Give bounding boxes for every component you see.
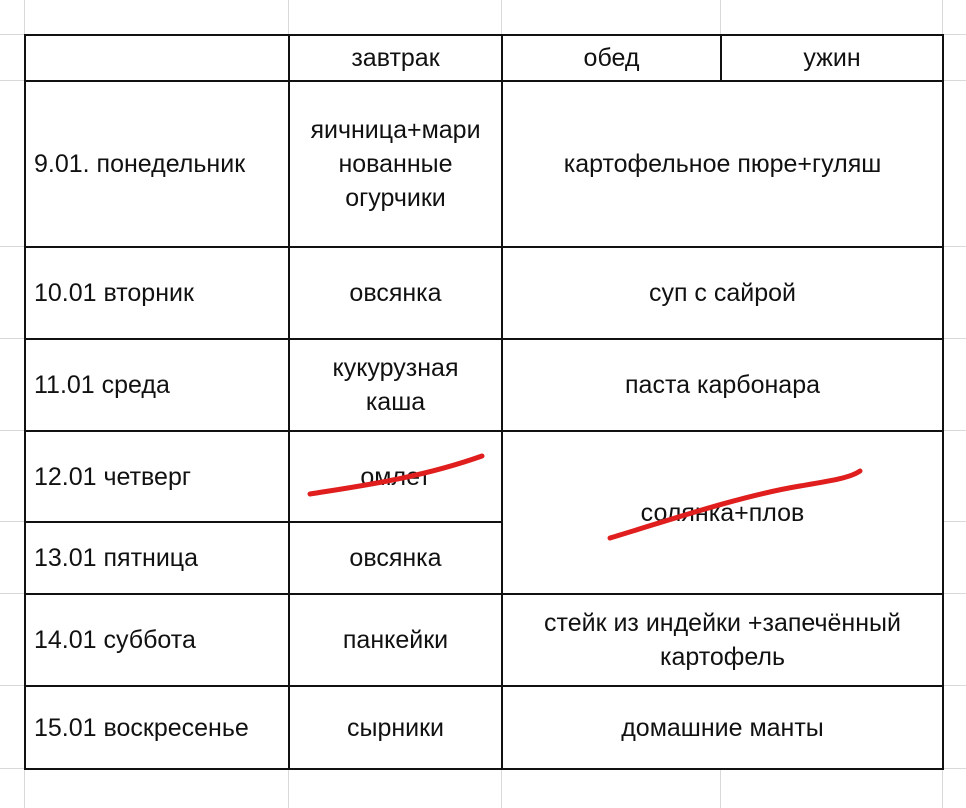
lunch-dinner-merged-cell[interactable]	[501, 430, 944, 595]
day-cell[interactable]	[24, 80, 290, 248]
day-cell[interactable]	[24, 246, 290, 340]
header-breakfast-label: завтрак	[351, 44, 440, 72]
day-cell[interactable]	[24, 430, 290, 523]
breakfast-text: овсянка	[349, 544, 442, 572]
day-cell[interactable]	[24, 593, 290, 687]
breakfast-text: овсянка	[349, 279, 442, 307]
breakfast-cell[interactable]	[288, 521, 503, 595]
day-label: 12.01 четверг	[34, 462, 191, 491]
lunch-dinner-cell[interactable]	[501, 685, 944, 770]
meal-text: суп с сайрой	[648, 279, 797, 307]
breakfast-cell[interactable]	[288, 80, 503, 248]
breakfast-text: сырники	[346, 713, 445, 742]
breakfast-text: яичница+мари нованные огурчики	[310, 116, 481, 212]
day-label: 13.01 пятница	[34, 544, 199, 572]
meal-text: паста карбонара	[625, 371, 820, 399]
header-corner-cell[interactable]	[24, 34, 290, 82]
breakfast-text: омлет	[360, 462, 431, 491]
day-label: 9.01. понедельник	[34, 150, 246, 178]
breakfast-cell[interactable]	[288, 338, 503, 432]
meal-text: стейк из индейки +запечённый картофель	[544, 609, 901, 671]
breakfast-text: панкейки	[342, 626, 449, 654]
day-cell[interactable]	[24, 338, 290, 432]
meal-text: солянка+плов	[640, 498, 805, 527]
header-lunch-cell[interactable]	[501, 34, 722, 82]
day-label: 11.01 среда	[34, 371, 170, 399]
day-cell[interactable]	[24, 521, 290, 595]
header-dinner-cell[interactable]	[720, 34, 944, 82]
breakfast-text: кукурузная каша	[332, 354, 459, 416]
lunch-dinner-cell[interactable]	[501, 593, 944, 687]
lunch-dinner-cell[interactable]	[501, 246, 944, 340]
header-lunch-label: обед	[583, 44, 640, 72]
day-label: 10.01 вторник	[34, 279, 194, 307]
breakfast-cell[interactable]	[288, 246, 503, 340]
day-label: 15.01 воскресенье	[34, 713, 249, 742]
header-dinner-label: ужин	[803, 44, 861, 72]
breakfast-cell[interactable]	[288, 685, 503, 770]
lunch-dinner-cell[interactable]	[501, 338, 944, 432]
breakfast-cell[interactable]	[288, 430, 503, 523]
header-breakfast-cell[interactable]	[288, 34, 503, 82]
meal-text: домашние манты	[621, 713, 824, 742]
day-label: 14.01 суббота	[34, 626, 196, 654]
lunch-dinner-cell[interactable]	[501, 80, 944, 248]
day-cell[interactable]	[24, 685, 290, 770]
meal-text: картофельное пюре+гуляш	[563, 150, 882, 178]
breakfast-cell[interactable]	[288, 593, 503, 687]
